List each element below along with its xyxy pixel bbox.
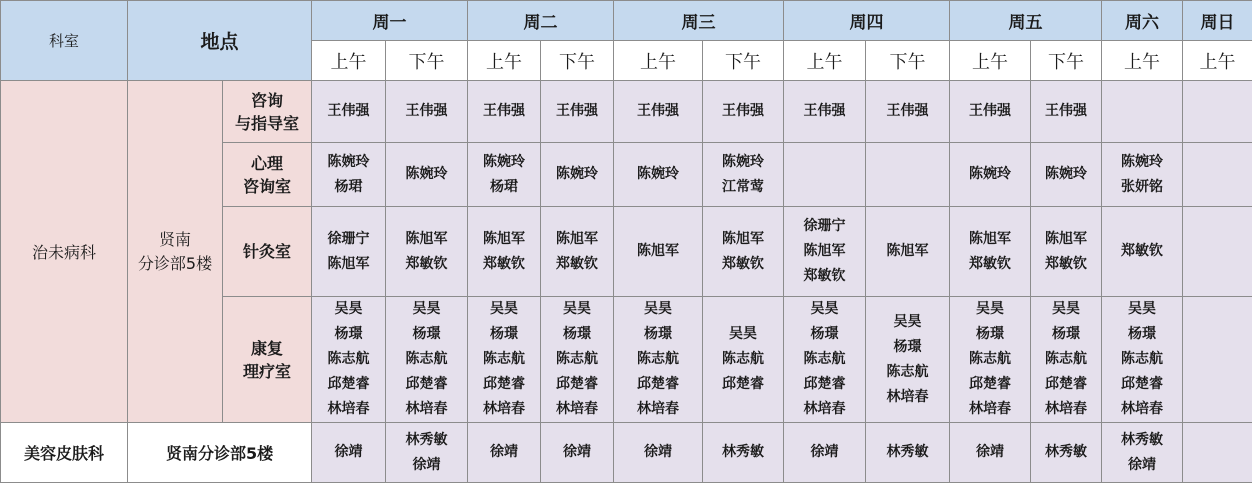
doctor-name: 林秀敏 bbox=[1121, 431, 1164, 448]
schedule-slot-cell bbox=[1102, 207, 1183, 297]
doctor-name: 林培春 bbox=[556, 401, 599, 417]
doctor-name: 郑敏钦 bbox=[722, 255, 765, 272]
room-name-line: 针灸室 bbox=[243, 242, 292, 261]
schedule-slot-cell bbox=[386, 423, 468, 483]
location-line: 贤南分诊部5楼 bbox=[165, 444, 274, 463]
schedule-slot-cell bbox=[703, 143, 784, 207]
doctor-name: 邱楚睿 bbox=[327, 376, 370, 392]
header-fri-am: 上午 bbox=[950, 41, 1031, 81]
doctor-name: 杨珺 bbox=[490, 178, 519, 195]
schedule-slot-cell bbox=[468, 297, 541, 423]
doctor-name: 邱楚睿 bbox=[556, 376, 599, 392]
doctor-name: 张妍铭 bbox=[1121, 178, 1164, 195]
doctor-name: 林培春 bbox=[327, 401, 370, 417]
doctor-name: 杨珺 bbox=[334, 178, 363, 195]
doctor-name: 杨璟 bbox=[810, 326, 839, 342]
doctor-name: 陈旭军 bbox=[556, 230, 599, 247]
doctor-name: 吴昊 bbox=[1128, 301, 1157, 317]
doctor-name: 陈志航 bbox=[483, 351, 526, 367]
schedule-slot-cell bbox=[1183, 207, 1252, 297]
schedule-slot-cell bbox=[312, 81, 386, 143]
schedule-slot-cell bbox=[784, 81, 866, 143]
doctor-name: 杨璟 bbox=[644, 326, 673, 342]
doctor-name: 徐靖 bbox=[563, 444, 592, 460]
doctor-name: 邱楚睿 bbox=[637, 376, 680, 392]
doctor-name: 杨璟 bbox=[563, 326, 592, 342]
schedule-slot-cell bbox=[1102, 81, 1183, 143]
doctor-name: 王伟强 bbox=[637, 103, 680, 119]
doctor-name: 江常莺 bbox=[722, 178, 765, 195]
doctor-name: 林秀敏 bbox=[722, 444, 765, 460]
doctor-name: 陈旭军 bbox=[803, 243, 846, 259]
doctor-name: 徐靖 bbox=[976, 444, 1005, 460]
schedule-slot-cell bbox=[468, 81, 541, 143]
room-name-line: 咨询室 bbox=[243, 176, 292, 196]
room-name-line: 咨询 bbox=[251, 90, 284, 110]
doctor-name: 陈婉玲 bbox=[637, 166, 680, 182]
schedule-slot-cell bbox=[1183, 423, 1252, 483]
doctor-name: 王伟强 bbox=[327, 103, 370, 119]
room-name-line: 康复 bbox=[251, 338, 284, 358]
doctor-name: 王伟强 bbox=[483, 103, 526, 119]
schedule-slot-cell bbox=[541, 297, 614, 423]
header-thu-pm: 下午 bbox=[866, 41, 950, 81]
doctor-name: 郑敏钦 bbox=[483, 255, 526, 272]
schedule-slot-cell bbox=[386, 297, 468, 423]
doctor-name: 吴昊 bbox=[893, 313, 922, 330]
schedule-slot-cell bbox=[866, 297, 950, 423]
doctor-name: 陈志航 bbox=[637, 351, 680, 367]
schedule-slot-cell bbox=[312, 143, 386, 207]
header-day-mon: 周一 bbox=[312, 1, 468, 41]
schedule-slot-cell bbox=[950, 143, 1031, 207]
location-cell bbox=[128, 81, 223, 423]
schedule-slot-cell bbox=[468, 423, 541, 483]
doctor-name: 陈旭军 bbox=[637, 243, 680, 259]
header-fri-pm: 下午 bbox=[1031, 41, 1102, 81]
doctor-name: 徐靖 bbox=[810, 444, 839, 460]
schedule-slot-cell bbox=[312, 297, 386, 423]
header-mon-am: 上午 bbox=[312, 41, 386, 81]
doctor-name: 杨璟 bbox=[490, 326, 519, 342]
doctor-name: 陈志航 bbox=[405, 351, 448, 367]
schedule-slot-cell bbox=[468, 207, 541, 297]
doctor-name: 陈志航 bbox=[722, 351, 765, 367]
doctor-name: 吴昊 bbox=[412, 301, 441, 317]
doctor-name: 陈婉玲 bbox=[556, 166, 599, 182]
schedule-slot-cell bbox=[703, 297, 784, 423]
header-day-tue: 周二 bbox=[468, 1, 614, 41]
doctor-name: 徐靖 bbox=[334, 444, 363, 460]
schedule-slot-cell bbox=[312, 423, 386, 483]
schedule-slot-cell bbox=[468, 143, 541, 207]
doctor-name: 林培春 bbox=[1045, 401, 1088, 417]
doctor-name: 徐珊宁 bbox=[327, 230, 370, 247]
doctor-name: 陈婉玲 bbox=[1045, 166, 1088, 182]
schedule-slot-cell bbox=[614, 143, 703, 207]
schedule-slot-cell bbox=[703, 81, 784, 143]
location-cell bbox=[128, 423, 312, 483]
doctor-name: 陈志航 bbox=[1045, 351, 1088, 367]
doctor-name: 郑敏钦 bbox=[556, 255, 599, 272]
doctor-name: 邱楚睿 bbox=[405, 376, 448, 392]
schedule-slot-cell bbox=[1031, 207, 1102, 297]
doctor-name: 吴昊 bbox=[810, 301, 839, 317]
doctor-name: 林培春 bbox=[969, 401, 1012, 417]
schedule-slot-cell bbox=[703, 207, 784, 297]
header-wed-am: 上午 bbox=[614, 41, 703, 81]
schedule-slot-cell bbox=[866, 81, 950, 143]
schedule-slot-cell bbox=[866, 423, 950, 483]
doctor-name: 郑敏钦 bbox=[803, 268, 846, 284]
doctor-name: 陈旭军 bbox=[886, 243, 929, 259]
doctor-name: 徐靖 bbox=[412, 456, 441, 473]
doctor-name: 吴昊 bbox=[976, 301, 1005, 317]
department-name: 美容皮肤科 bbox=[23, 444, 104, 463]
doctor-name: 陈志航 bbox=[556, 351, 599, 367]
header-day-thu: 周四 bbox=[784, 1, 950, 41]
schedule-slot-cell bbox=[614, 423, 703, 483]
doctor-name: 郑敏钦 bbox=[1045, 255, 1088, 272]
doctor-name: 杨璟 bbox=[412, 326, 441, 342]
doctor-name: 陈志航 bbox=[327, 351, 370, 367]
schedule-slot-cell bbox=[1031, 423, 1102, 483]
doctor-name: 王伟强 bbox=[405, 103, 448, 119]
header-sun-am: 上午 bbox=[1183, 41, 1252, 81]
doctor-name: 陈旭军 bbox=[1045, 230, 1088, 247]
schedule-slot-cell bbox=[386, 207, 468, 297]
schedule-slot-cell bbox=[866, 207, 950, 297]
schedule-slot-cell bbox=[1102, 423, 1183, 483]
schedule-slot-cell bbox=[541, 207, 614, 297]
schedule-slot-cell bbox=[950, 423, 1031, 483]
doctor-name: 徐靖 bbox=[644, 444, 673, 460]
doctor-name: 林秀敏 bbox=[1045, 444, 1088, 460]
schedule-slot-cell bbox=[950, 81, 1031, 143]
schedule-body bbox=[1, 81, 1252, 483]
schedule-slot-cell bbox=[614, 207, 703, 297]
doctor-name: 陈志航 bbox=[969, 351, 1012, 367]
schedule-slot-cell bbox=[1102, 297, 1183, 423]
doctor-name: 陈婉玲 bbox=[405, 166, 448, 182]
schedule-slot-cell bbox=[784, 143, 866, 207]
doctor-name: 林秀敏 bbox=[886, 444, 929, 460]
doctor-name: 邱楚睿 bbox=[1045, 376, 1088, 392]
doctor-name: 陈旭军 bbox=[483, 230, 526, 247]
doctor-name: 郑敏钦 bbox=[969, 255, 1012, 272]
header-day-sun: 周日 bbox=[1183, 1, 1252, 41]
doctor-name: 徐珊宁 bbox=[803, 218, 846, 234]
schedule-slot-cell bbox=[784, 297, 866, 423]
schedule-slot-cell bbox=[950, 297, 1031, 423]
header-day-fri: 周五 bbox=[950, 1, 1102, 41]
doctor-name: 郑敏钦 bbox=[1121, 243, 1164, 259]
schedule-row bbox=[1, 423, 1252, 483]
doctor-name: 吴昊 bbox=[563, 301, 592, 317]
doctor-name: 邱楚睿 bbox=[722, 376, 765, 392]
header-department: 科室 bbox=[1, 1, 128, 81]
schedule-slot-cell bbox=[1102, 143, 1183, 207]
room-name-line: 心理 bbox=[251, 153, 284, 173]
schedule-row bbox=[1, 81, 1252, 143]
doctor-name: 徐靖 bbox=[490, 444, 519, 460]
department-name: 治未病科 bbox=[31, 243, 96, 262]
doctor-name: 杨璟 bbox=[893, 338, 922, 355]
room-name-line: 与指导室 bbox=[235, 113, 300, 133]
schedule-slot-cell bbox=[541, 143, 614, 207]
room-name-line: 理疗室 bbox=[243, 361, 292, 381]
header-tue-pm: 下午 bbox=[541, 41, 614, 81]
doctor-name: 邱楚睿 bbox=[483, 376, 526, 392]
header-thu-am: 上午 bbox=[784, 41, 866, 81]
doctor-name: 陈志航 bbox=[803, 351, 846, 367]
schedule-slot-cell bbox=[703, 423, 784, 483]
doctor-name: 陈旭军 bbox=[722, 230, 765, 247]
doctor-name: 王伟强 bbox=[886, 103, 929, 119]
doctor-name: 杨璟 bbox=[976, 326, 1005, 342]
doctor-name: 林培春 bbox=[483, 401, 526, 417]
doctor-name: 陈志航 bbox=[886, 363, 929, 380]
header-sat-am: 上午 bbox=[1102, 41, 1183, 81]
schedule-slot-cell bbox=[312, 207, 386, 297]
schedule-slot-cell bbox=[950, 207, 1031, 297]
room-cell bbox=[223, 207, 312, 297]
doctor-name: 吴昊 bbox=[334, 301, 363, 317]
doctor-name: 邱楚睿 bbox=[803, 376, 846, 392]
doctor-name: 王伟强 bbox=[803, 103, 846, 119]
doctor-name: 陈旭军 bbox=[969, 230, 1012, 247]
department-cell bbox=[1, 423, 128, 483]
doctor-name: 吴昊 bbox=[644, 301, 673, 317]
doctor-name: 吴昊 bbox=[1052, 301, 1081, 317]
doctor-name: 杨璟 bbox=[334, 326, 363, 342]
location-line: 分诊部5楼 bbox=[137, 253, 213, 273]
schedule-slot-cell bbox=[1183, 297, 1252, 423]
doctor-name: 林培春 bbox=[637, 401, 680, 417]
doctor-name: 杨璟 bbox=[1128, 326, 1157, 342]
doctor-name: 陈婉玲 bbox=[483, 153, 526, 170]
doctor-name: 吴昊 bbox=[729, 326, 758, 342]
header-day-wed: 周三 bbox=[614, 1, 784, 41]
header-location: 地点 bbox=[128, 1, 312, 81]
schedule-slot-cell bbox=[784, 423, 866, 483]
schedule-slot-cell bbox=[784, 207, 866, 297]
doctor-name: 吴昊 bbox=[490, 301, 519, 317]
doctor-name: 王伟强 bbox=[1045, 103, 1088, 119]
schedule-slot-cell bbox=[1183, 143, 1252, 207]
doctor-name: 郑敏钦 bbox=[405, 255, 448, 272]
doctor-name: 邱楚睿 bbox=[969, 376, 1012, 392]
schedule-slot-cell bbox=[1183, 81, 1252, 143]
doctor-name: 邱楚睿 bbox=[1121, 376, 1164, 392]
header-wed-pm: 下午 bbox=[703, 41, 784, 81]
doctor-name: 陈旭军 bbox=[405, 230, 448, 247]
doctor-name: 林培春 bbox=[1121, 401, 1164, 417]
doctor-name: 徐靖 bbox=[1128, 456, 1157, 473]
doctor-name: 陈旭军 bbox=[327, 255, 370, 272]
schedule-slot-cell bbox=[541, 81, 614, 143]
schedule-slot-cell bbox=[386, 143, 468, 207]
schedule-slot-cell bbox=[1031, 143, 1102, 207]
doctor-name: 王伟强 bbox=[722, 103, 765, 119]
doctor-name: 陈志航 bbox=[1121, 351, 1164, 367]
location-line: 贤南 bbox=[158, 229, 191, 249]
doctor-name: 陈婉玲 bbox=[969, 166, 1012, 182]
room-cell bbox=[223, 143, 312, 207]
schedule-slot-cell bbox=[866, 143, 950, 207]
header-day-sat: 周六 bbox=[1102, 1, 1183, 41]
schedule-slot-cell bbox=[614, 297, 703, 423]
header-tue-am: 上午 bbox=[468, 41, 541, 81]
doctor-name: 林培春 bbox=[803, 401, 846, 417]
schedule-slot-cell bbox=[614, 81, 703, 143]
doctor-name: 王伟强 bbox=[969, 103, 1012, 119]
doctor-name: 林培春 bbox=[886, 388, 929, 405]
room-cell bbox=[223, 297, 312, 423]
doctor-name: 林秀敏 bbox=[405, 431, 448, 448]
doctor-name: 杨璟 bbox=[1052, 326, 1081, 342]
department-cell bbox=[1, 81, 128, 423]
doctor-name: 陈婉玲 bbox=[327, 153, 370, 170]
doctor-name: 王伟强 bbox=[556, 103, 599, 119]
room-cell bbox=[223, 81, 312, 143]
doctor-name: 陈婉玲 bbox=[1121, 153, 1164, 170]
doctor-name: 林培春 bbox=[405, 401, 448, 417]
doctor-name: 陈婉玲 bbox=[722, 153, 765, 170]
schedule-slot-cell bbox=[1031, 297, 1102, 423]
header-mon-pm: 下午 bbox=[386, 41, 468, 81]
schedule-slot-cell bbox=[1031, 81, 1102, 143]
schedule-slot-cell bbox=[386, 81, 468, 143]
schedule-slot-cell bbox=[541, 423, 614, 483]
